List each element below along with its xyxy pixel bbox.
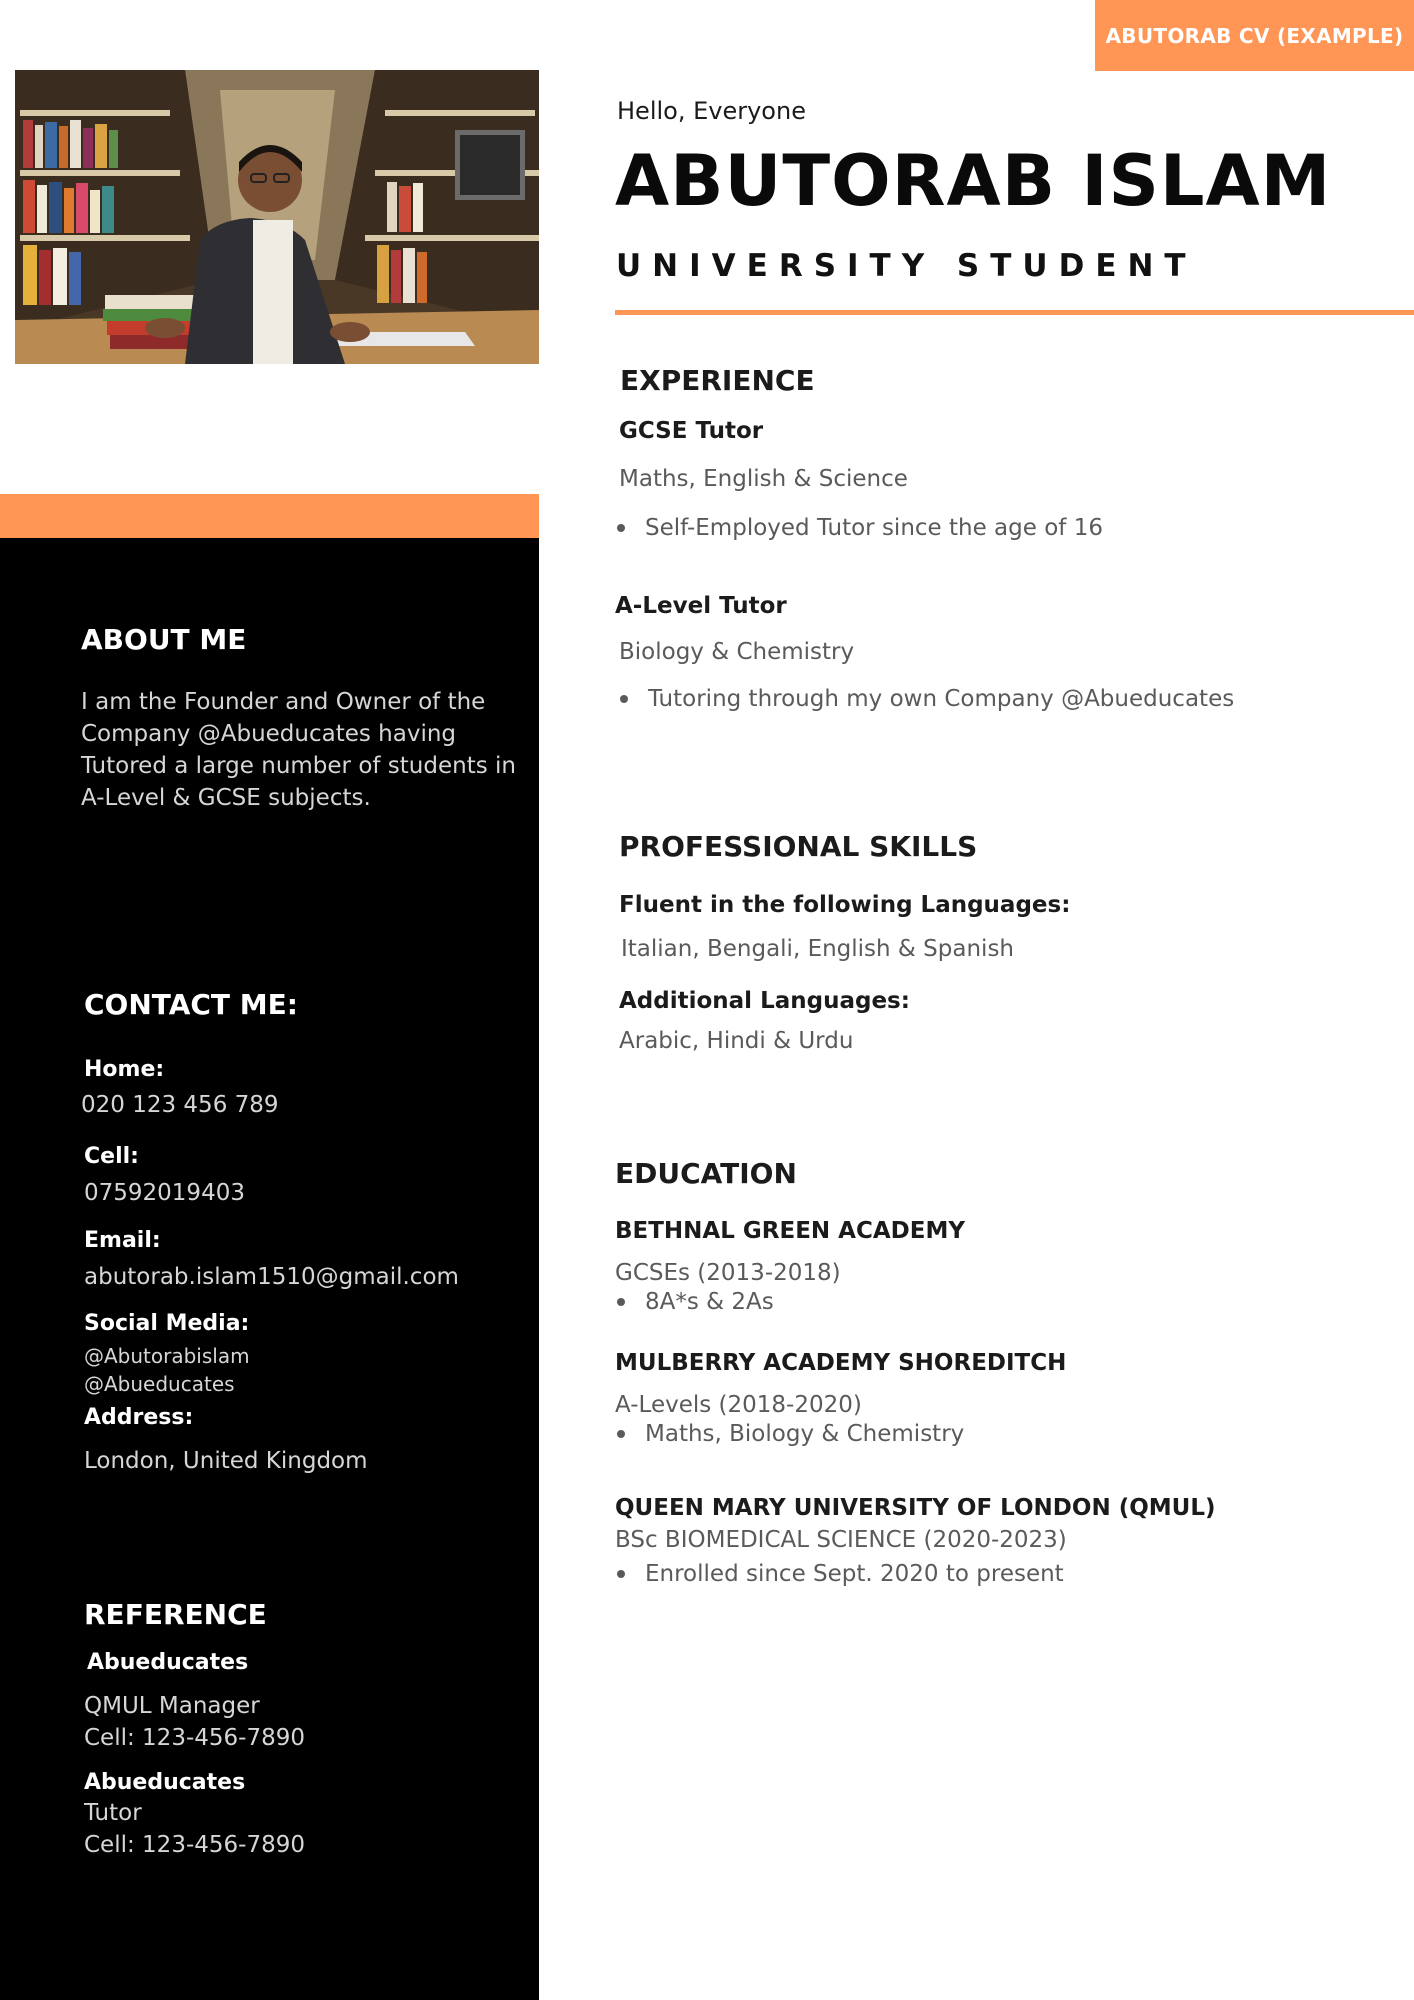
bullet-dot xyxy=(620,695,628,703)
bullet-dot xyxy=(617,1430,625,1438)
home-phone[interactable]: 020 123 456 789 xyxy=(81,1092,279,1118)
job-2-bullet xyxy=(620,686,1234,712)
school-1-name: BETHNAL GREEN ACADEMY xyxy=(615,1218,965,1244)
school-2-bullet-text: Maths, Biology & Chemistry xyxy=(645,1421,965,1447)
about-line: Tutored a large number of students in xyxy=(81,753,516,779)
about-heading: ABOUT ME xyxy=(81,623,247,656)
job-1-title: GCSE Tutor xyxy=(619,418,764,444)
header-rule xyxy=(615,310,1414,315)
job-1-bullet-text: Self-Employed Tutor since the age of 16 xyxy=(645,515,1103,541)
job-2-bullet-text: Tutoring through my own Company @Abueducates xyxy=(648,686,1235,712)
orange-strip xyxy=(0,494,539,538)
skills-heading: PROFESSIONAL SKILLS xyxy=(619,830,978,863)
cell-label: Cell: xyxy=(84,1144,139,1169)
social-handle-2[interactable]: @Abueducates xyxy=(84,1372,235,1396)
cv-tag: ABUTORAB CV (EXAMPLE) xyxy=(1095,0,1414,71)
education-heading: EDUCATION xyxy=(615,1157,797,1190)
email-link[interactable]: abutorab.islam1510@gmail.com xyxy=(84,1264,459,1290)
school-3-qualification: BSc BIOMEDICAL SCIENCE (2020-2023) xyxy=(615,1527,1067,1553)
about-text xyxy=(81,686,521,814)
cell-phone[interactable]: 07592019403 xyxy=(84,1180,245,1206)
role-title: UNIVERSITY STUDENT xyxy=(616,248,1197,284)
bullet-dot xyxy=(617,524,625,532)
about-line: A-Level & GCSE subjects. xyxy=(81,785,371,811)
social-handle-1[interactable]: @Abutorabislam xyxy=(84,1344,250,1368)
full-name: ABUTORAB ISLAM xyxy=(615,140,1332,222)
reference-2-name: Abueducates xyxy=(84,1770,246,1795)
school-2-qualification: A-Levels (2018-2020) xyxy=(615,1392,862,1418)
address-text: London, United Kingdom xyxy=(84,1448,368,1474)
about-line: Company @Abueducates having xyxy=(81,721,457,747)
job-2-subjects: Biology & Chemistry xyxy=(619,639,855,665)
additional-languages: Arabic, Hindi & Urdu xyxy=(619,1028,854,1054)
job-1-subjects: Maths, English & Science xyxy=(619,466,908,492)
reference-2-cell: Cell: 123-456-7890 xyxy=(84,1832,305,1858)
school-3-bullet-text: Enrolled since Sept. 2020 to present xyxy=(645,1561,1064,1587)
reference-1-role: QMUL Manager xyxy=(84,1693,260,1719)
reference-heading: REFERENCE xyxy=(84,1598,267,1631)
school-1-qualification: GCSEs (2013-2018) xyxy=(615,1260,841,1286)
address-label: Address: xyxy=(84,1405,194,1430)
school-1-bullet-text: 8A*s & 2As xyxy=(645,1289,774,1315)
fluent-languages: Italian, Bengali, English & Spanish xyxy=(621,936,1014,962)
bullet-dot xyxy=(617,1298,625,1306)
job-2-title: A-Level Tutor xyxy=(615,593,787,619)
reference-1-name: Abueducates xyxy=(87,1650,249,1675)
job-1-bullet xyxy=(617,515,1103,541)
school-3-name: QUEEN MARY UNIVERSITY OF LONDON (QMUL) xyxy=(615,1495,1216,1521)
reference-1-cell: Cell: 123-456-7890 xyxy=(84,1725,305,1751)
fluent-label: Fluent in the following Languages: xyxy=(619,892,1071,918)
school-2-bullet xyxy=(617,1421,964,1447)
email-label: Email: xyxy=(84,1228,161,1253)
school-2-name: MULBERRY ACADEMY SHOREDITCH xyxy=(615,1350,1067,1376)
contact-heading: CONTACT ME: xyxy=(84,988,298,1021)
social-label: Social Media: xyxy=(84,1311,250,1336)
greeting: Hello, Everyone xyxy=(617,97,806,125)
reference-2-role: Tutor xyxy=(84,1800,142,1826)
home-label: Home: xyxy=(84,1057,165,1082)
bullet-dot xyxy=(617,1570,625,1578)
school-1-bullet xyxy=(617,1289,774,1315)
experience-heading: EXPERIENCE xyxy=(620,364,815,397)
additional-label: Additional Languages: xyxy=(619,988,910,1014)
school-3-bullet xyxy=(617,1561,1064,1587)
about-line: I am the Founder and Owner of the xyxy=(81,689,486,715)
profile-photo xyxy=(15,70,539,364)
